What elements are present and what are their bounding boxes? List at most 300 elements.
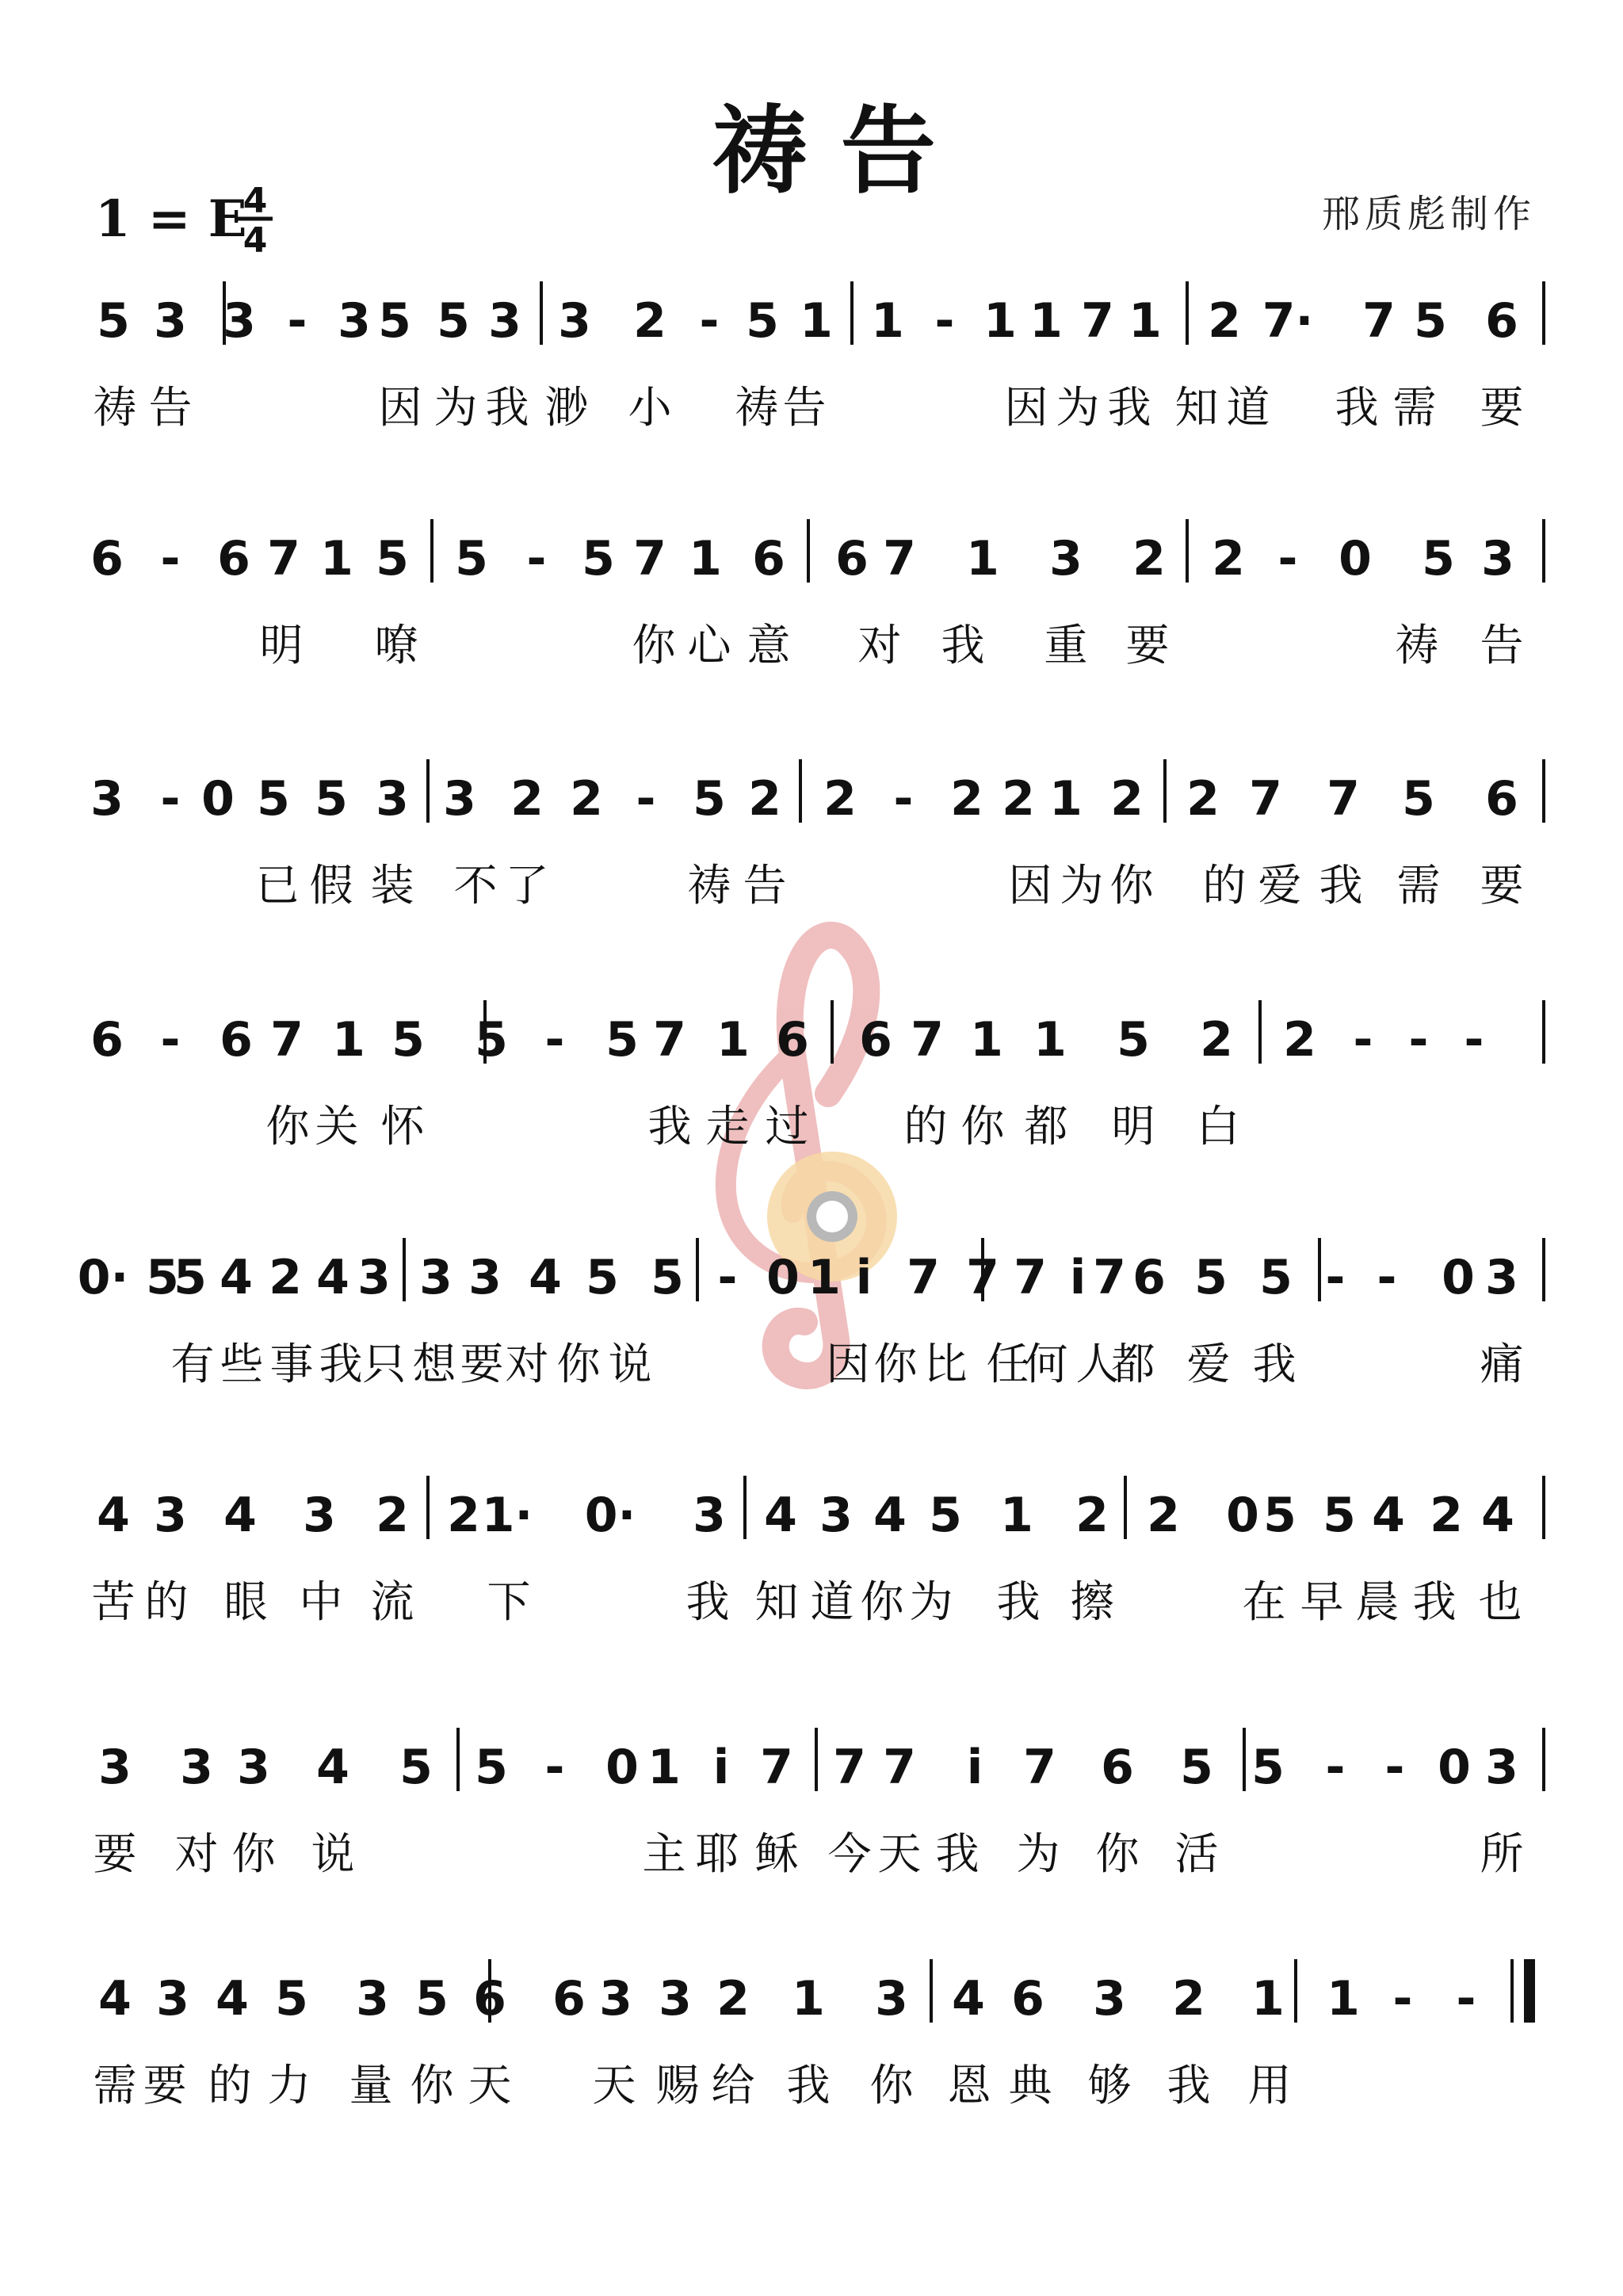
- time-signature-bottom: 4: [242, 220, 268, 261]
- lyric-syllable: 假: [309, 860, 353, 911]
- lyric-syllable: 嘹: [374, 620, 418, 670]
- note: 6: [1132, 1250, 1166, 1305]
- lyric-syllable: 装: [370, 860, 414, 911]
- lyric-syllable: 耶: [695, 1828, 739, 1879]
- note: 3: [419, 1250, 453, 1305]
- note: 3: [1049, 531, 1083, 586]
- note: 0·: [77, 1250, 129, 1305]
- score-row: [91, 1476, 1544, 1627]
- lyric-syllable: 天: [468, 2060, 512, 2111]
- lyric-syllable: 恩: [947, 2060, 991, 2111]
- note: -: [636, 771, 656, 827]
- note: 7: [653, 1012, 686, 1068]
- note: -: [160, 531, 181, 586]
- lyric-syllable: 知: [754, 1576, 799, 1627]
- note: 0: [1338, 531, 1372, 586]
- lyric-syllable: 你: [556, 1339, 601, 1389]
- note: 7: [1014, 1250, 1047, 1305]
- lyric-syllable: 力: [267, 2060, 311, 2111]
- note: 3: [599, 1971, 632, 2027]
- note: 7: [633, 531, 666, 586]
- score-row: [90, 519, 1544, 670]
- lyric-syllable: 你: [869, 2060, 914, 2111]
- lyric-syllable: 祷: [687, 860, 731, 911]
- time-signature-top: 4: [242, 181, 268, 221]
- lyric-syllable: 要: [93, 1828, 137, 1879]
- note: 2: [823, 771, 857, 827]
- lyric-syllable: 对: [857, 620, 902, 670]
- lyric-syllable: 你: [860, 1576, 904, 1627]
- note: -: [1325, 1250, 1346, 1305]
- note: 5: [693, 771, 726, 827]
- note: i: [966, 1740, 983, 1795]
- lyric-syllable: 比: [923, 1339, 968, 1389]
- lyric-syllable: 主: [642, 1828, 686, 1879]
- note: 7: [1249, 771, 1282, 827]
- lyric-syllable: 告: [782, 382, 827, 433]
- note: 3: [237, 1740, 270, 1795]
- lyric-syllable: 了: [505, 860, 549, 911]
- note: 3: [376, 771, 409, 827]
- lyric-syllable: 要: [1480, 860, 1524, 911]
- note: 3: [356, 1971, 389, 2027]
- lyric-syllable: 中: [299, 1576, 343, 1627]
- lyric-syllable: 你: [265, 1101, 310, 1152]
- lyric-syllable: 稣: [754, 1828, 799, 1879]
- note: 5: [1263, 1488, 1296, 1543]
- note: 5: [1323, 1488, 1356, 1543]
- note: 1: [1049, 771, 1083, 827]
- note: 2: [1283, 1012, 1316, 1068]
- note: 1: [1000, 1488, 1033, 1543]
- lyric-syllable: 任: [986, 1339, 1030, 1389]
- lyric-syllable: 你: [960, 1101, 1005, 1152]
- lyric-syllable: 我: [1412, 1576, 1457, 1627]
- note: 5: [1180, 1740, 1213, 1795]
- note: 3: [357, 1250, 391, 1305]
- note: 6: [473, 1971, 506, 2027]
- lyric-syllable: 我: [685, 1576, 730, 1627]
- note: 1: [983, 293, 1017, 349]
- note: 2: [633, 293, 666, 349]
- note: 6: [90, 531, 124, 586]
- note: 3: [98, 1740, 132, 1795]
- lyric-syllable: 道: [1226, 382, 1270, 433]
- note: 1: [1128, 293, 1162, 349]
- lyric-syllable: 告: [743, 860, 787, 911]
- note: -: [287, 293, 307, 349]
- lyric-syllable: 告: [1480, 620, 1524, 670]
- note: 7: [911, 1012, 944, 1068]
- note: 4: [529, 1250, 562, 1305]
- note: 1: [792, 1971, 825, 2027]
- note: 7·: [1262, 293, 1314, 349]
- note: 3: [443, 771, 476, 827]
- lyric-syllable: 我: [1167, 2060, 1211, 2111]
- note: -: [893, 771, 914, 827]
- lyric-syllable: 你: [873, 1339, 918, 1389]
- note: 2: [1147, 1488, 1180, 1543]
- note: 5: [586, 1250, 619, 1305]
- note: -: [1456, 1971, 1476, 2027]
- note: 2: [1186, 771, 1220, 827]
- note: -: [1277, 531, 1298, 586]
- lyric-syllable: 给: [711, 2060, 755, 2111]
- lyric-syllable: 下: [487, 1576, 531, 1627]
- note: 7: [907, 1250, 940, 1305]
- note: 4: [316, 1250, 349, 1305]
- note: 5: [1414, 293, 1447, 349]
- note: 0: [605, 1740, 639, 1795]
- lyric-syllable: 为: [1060, 860, 1104, 911]
- lyric-syllable: 爱: [1258, 860, 1302, 911]
- lyric-syllable: 祷: [93, 382, 137, 433]
- note: 1: [966, 531, 999, 586]
- lyric-syllable: 因: [1004, 382, 1048, 433]
- lyric-syllable: 你: [231, 1828, 276, 1879]
- note: 1: [716, 1012, 750, 1068]
- lyric-syllable: 说: [311, 1828, 355, 1879]
- lyric-syllable: 祷: [735, 382, 779, 433]
- note: 6: [835, 531, 869, 586]
- score-row: [93, 1959, 1529, 2111]
- note: 7: [270, 1012, 304, 1068]
- lyric-syllable: 你: [1095, 1828, 1140, 1879]
- note: 2: [1212, 531, 1245, 586]
- note: 0: [1226, 1488, 1259, 1543]
- lyric-syllable: 的: [144, 1576, 189, 1627]
- lyric-syllable: 我: [319, 1339, 363, 1389]
- note: 0: [201, 771, 235, 827]
- lyric-syllable: 心: [687, 620, 731, 670]
- note: 6: [752, 531, 785, 586]
- note: 5: [437, 293, 470, 349]
- note: -: [544, 1012, 565, 1068]
- lyric-syllable: 我: [1319, 860, 1363, 911]
- lyric-syllable: 活: [1174, 1828, 1219, 1879]
- note: 1: [689, 531, 722, 586]
- lyric-syllable: 用: [1247, 2060, 1292, 2111]
- lyric-syllable: 我: [1252, 1339, 1296, 1389]
- lyric-syllable: 的: [208, 2060, 252, 2111]
- note: 6: [1101, 1740, 1134, 1795]
- lyric-syllable: 流: [370, 1576, 414, 1627]
- lyric-syllable: 明: [1111, 1101, 1155, 1152]
- song-title: 祷 告: [712, 95, 936, 207]
- note: 5: [1251, 1740, 1285, 1795]
- note: -: [526, 531, 547, 586]
- lyric-syllable: 所: [1480, 1828, 1524, 1879]
- note: 3: [1093, 1971, 1126, 2027]
- note: 4: [952, 1971, 985, 2027]
- note: -: [160, 1012, 181, 1068]
- note: -: [717, 1250, 738, 1305]
- note: 1: [970, 1012, 1003, 1068]
- note: 7: [883, 531, 916, 586]
- lyric-syllable: 痛: [1480, 1339, 1524, 1389]
- lyric-syllable: 怀: [380, 1101, 425, 1152]
- lyric-syllable: 在: [1242, 1576, 1286, 1627]
- lyric-syllable: 擦: [1070, 1576, 1114, 1627]
- note: 2: [716, 1971, 750, 2027]
- note: 3: [180, 1740, 213, 1795]
- lyric-syllable: 些: [220, 1339, 264, 1389]
- note: 4: [223, 1488, 257, 1543]
- key-signature: 1 = E: [95, 189, 247, 249]
- lyric-syllable: 眼: [223, 1576, 268, 1627]
- lyric-syllable: 的: [1202, 860, 1247, 911]
- note: 6: [552, 1971, 586, 2027]
- lyric-syllable: 意: [747, 620, 791, 670]
- note: 1: [1251, 1971, 1285, 2027]
- lyric-syllable: 要: [143, 2060, 187, 2111]
- lyric-syllable: 天: [877, 1828, 922, 1879]
- note: 5: [146, 1250, 179, 1305]
- note: 7: [1362, 293, 1396, 349]
- lyric-syllable: 说: [608, 1339, 652, 1389]
- note: i: [712, 1740, 730, 1795]
- note: 3: [154, 293, 187, 349]
- lyric-syllable: 你: [1109, 860, 1154, 911]
- note: 7: [760, 1740, 793, 1795]
- lyric-syllable: 关: [315, 1101, 359, 1152]
- lyric-syllable: 小: [628, 382, 672, 433]
- note: 5: [651, 1250, 684, 1305]
- note: 1: [320, 531, 353, 586]
- note: 5: [391, 1012, 425, 1068]
- lyric-syllable: 为: [909, 1576, 953, 1627]
- lyric-syllable: 天: [592, 2060, 636, 2111]
- lyric-syllable: 赐: [655, 2060, 700, 2111]
- note: 3: [693, 1488, 726, 1543]
- lyric-syllable: 为: [1056, 382, 1100, 433]
- note: 2: [1075, 1488, 1109, 1543]
- note: 5: [378, 293, 411, 349]
- note: 1·: [481, 1488, 533, 1543]
- note: 2: [1208, 293, 1241, 349]
- note: 3: [1481, 531, 1514, 586]
- lyric-syllable: 需: [93, 2060, 137, 2111]
- note: 2: [1132, 531, 1166, 586]
- note: 3: [488, 293, 521, 349]
- note: 6: [1011, 1971, 1044, 2027]
- note: -: [1377, 1250, 1397, 1305]
- note: 4: [316, 1740, 349, 1795]
- lyric-syllable: 因: [826, 1339, 870, 1389]
- lyric-syllable: 的: [903, 1101, 948, 1152]
- note: 2: [1002, 771, 1035, 827]
- note: 5: [415, 1971, 449, 2027]
- note: 7: [966, 1250, 999, 1305]
- note: 2: [510, 771, 544, 827]
- note: 6: [90, 1012, 124, 1068]
- note: 5: [399, 1740, 433, 1795]
- lyric-syllable: 我: [1335, 382, 1379, 433]
- note: 3: [819, 1488, 853, 1543]
- lyric-syllable: 晨: [1355, 1576, 1400, 1627]
- note: 6: [859, 1012, 892, 1068]
- lyric-syllable: 道: [810, 1576, 854, 1627]
- note: 1: [1327, 1971, 1360, 2027]
- note: 1: [800, 293, 833, 349]
- note: 2: [447, 1488, 480, 1543]
- note: 6: [1485, 293, 1518, 349]
- note: -: [1384, 1740, 1405, 1795]
- note: 5: [475, 1012, 508, 1068]
- note: -: [544, 1740, 565, 1795]
- lyric-syllable: 对: [174, 1828, 219, 1879]
- lyric-syllable: 有: [170, 1339, 215, 1389]
- note: 7: [267, 531, 300, 586]
- note: 3: [154, 1488, 187, 1543]
- note: 3: [338, 293, 371, 349]
- note: 5: [582, 531, 615, 586]
- lyric-syllable: 何: [1024, 1339, 1068, 1389]
- lyric-syllable: 需: [1396, 860, 1441, 911]
- note: 5: [605, 1012, 639, 1068]
- lyric-syllable: 也: [1478, 1576, 1522, 1627]
- note: 4: [873, 1488, 907, 1543]
- note: 6: [220, 1012, 253, 1068]
- lyric-syllable: 过: [765, 1101, 809, 1152]
- lyric-syllable: 够: [1087, 2060, 1132, 2111]
- lyric-syllable: 要: [1125, 620, 1170, 670]
- note: 3: [875, 1971, 908, 2027]
- author-credit: 邢质彪制作: [1321, 192, 1536, 236]
- lyric-syllable: 重: [1044, 620, 1088, 670]
- lyric-syllable: 爱: [1186, 1339, 1231, 1389]
- note: 3: [1485, 1740, 1518, 1795]
- lyric-syllable: 告: [148, 382, 193, 433]
- note: 0·: [584, 1488, 636, 1543]
- lyric-syllable: 白: [1196, 1101, 1240, 1152]
- note: 3: [223, 293, 256, 349]
- lyric-syllable: 只: [362, 1339, 407, 1389]
- lyric-syllable: 走: [705, 1101, 750, 1152]
- note: 5: [315, 771, 348, 827]
- note: 5: [1259, 1250, 1293, 1305]
- lyric-syllable: 为: [433, 382, 478, 433]
- note: 5: [174, 1250, 207, 1305]
- note: 7: [883, 1740, 916, 1795]
- note: 1: [332, 1012, 365, 1068]
- lyric-syllable: 都: [1111, 1339, 1155, 1389]
- lyric-syllable: 要: [1480, 382, 1524, 433]
- lyric-syllable: 我: [786, 2060, 831, 2111]
- lyric-syllable: 对: [505, 1339, 549, 1389]
- note: 5: [1422, 531, 1455, 586]
- note: 1: [1033, 1012, 1067, 1068]
- note: 2: [950, 771, 983, 827]
- lyric-syllable: 苦: [91, 1576, 136, 1627]
- lyric-syllable: 我: [996, 1576, 1041, 1627]
- note: 3: [156, 1971, 189, 2027]
- note: 1: [808, 1250, 841, 1305]
- note: 4: [764, 1488, 797, 1543]
- note: -: [1392, 1971, 1413, 2027]
- lyric-syllable: 人: [1075, 1339, 1120, 1389]
- note: 3: [468, 1250, 502, 1305]
- lyric-syllable: 你: [410, 2060, 454, 2111]
- note: 1: [647, 1740, 681, 1795]
- note: 5: [929, 1488, 962, 1543]
- lyric-syllable: 典: [1008, 2060, 1052, 2111]
- note: -: [934, 293, 955, 349]
- note: 7: [1093, 1250, 1126, 1305]
- lyric-syllable: 要: [460, 1339, 504, 1389]
- note: -: [1464, 1012, 1484, 1068]
- note: 3: [90, 771, 124, 827]
- note: 0: [766, 1250, 800, 1305]
- note: 3: [303, 1488, 336, 1543]
- note: 5: [376, 531, 409, 586]
- note: 5: [475, 1740, 508, 1795]
- lyric-syllable: 你: [632, 620, 676, 670]
- note: 4: [97, 1488, 130, 1543]
- note: 4: [1481, 1488, 1514, 1543]
- lyric-syllable: 因: [1008, 860, 1052, 911]
- note: 2: [1430, 1488, 1463, 1543]
- note: 3: [558, 293, 591, 349]
- note: 2: [1200, 1012, 1233, 1068]
- note: 2: [748, 771, 781, 827]
- note: 4: [220, 1250, 253, 1305]
- note: 2: [1172, 1971, 1205, 2027]
- note: 2: [269, 1250, 302, 1305]
- lyric-syllable: 早: [1300, 1576, 1344, 1627]
- lyric-syllable: 已: [255, 860, 300, 911]
- note: 5: [1402, 771, 1435, 827]
- lyric-syllable: 我: [647, 1101, 692, 1152]
- note: 7: [1081, 293, 1114, 349]
- note: -: [1325, 1740, 1346, 1795]
- note: 5: [1117, 1012, 1150, 1068]
- note: 3: [659, 1971, 692, 2027]
- note: 6: [776, 1012, 809, 1068]
- note: 0: [1442, 1250, 1475, 1305]
- score-row: [93, 1728, 1544, 1879]
- note: i: [1069, 1250, 1086, 1305]
- note: -: [1408, 1012, 1429, 1068]
- note: 1: [871, 293, 904, 349]
- time-signature: [238, 181, 273, 261]
- note: 4: [98, 1971, 132, 2027]
- lyric-syllable: 想: [412, 1339, 456, 1389]
- note: 5: [1194, 1250, 1228, 1305]
- lyric-syllable: 我: [485, 382, 529, 433]
- lyric-syllable: 我: [935, 1828, 980, 1879]
- note: 7: [1023, 1740, 1056, 1795]
- note: 1: [1029, 293, 1063, 349]
- note: 7: [833, 1740, 866, 1795]
- lyric-syllable: 因: [378, 382, 422, 433]
- note: 2: [570, 771, 603, 827]
- lyric-syllable: 事: [269, 1339, 314, 1389]
- note: 0: [1438, 1740, 1471, 1795]
- lyric-syllable: 为: [1016, 1828, 1060, 1879]
- note: 4: [1372, 1488, 1405, 1543]
- lyric-syllable: 都: [1024, 1101, 1068, 1152]
- note: 2: [1110, 771, 1144, 827]
- note: 5: [455, 531, 488, 586]
- note: 2: [376, 1488, 409, 1543]
- note: 5: [97, 293, 130, 349]
- note: -: [1353, 1012, 1373, 1068]
- lyric-syllable: 我: [1107, 382, 1151, 433]
- score-row: [90, 759, 1544, 911]
- lyric-syllable: 祷: [1395, 620, 1439, 670]
- lyric-syllable: 今: [827, 1828, 872, 1879]
